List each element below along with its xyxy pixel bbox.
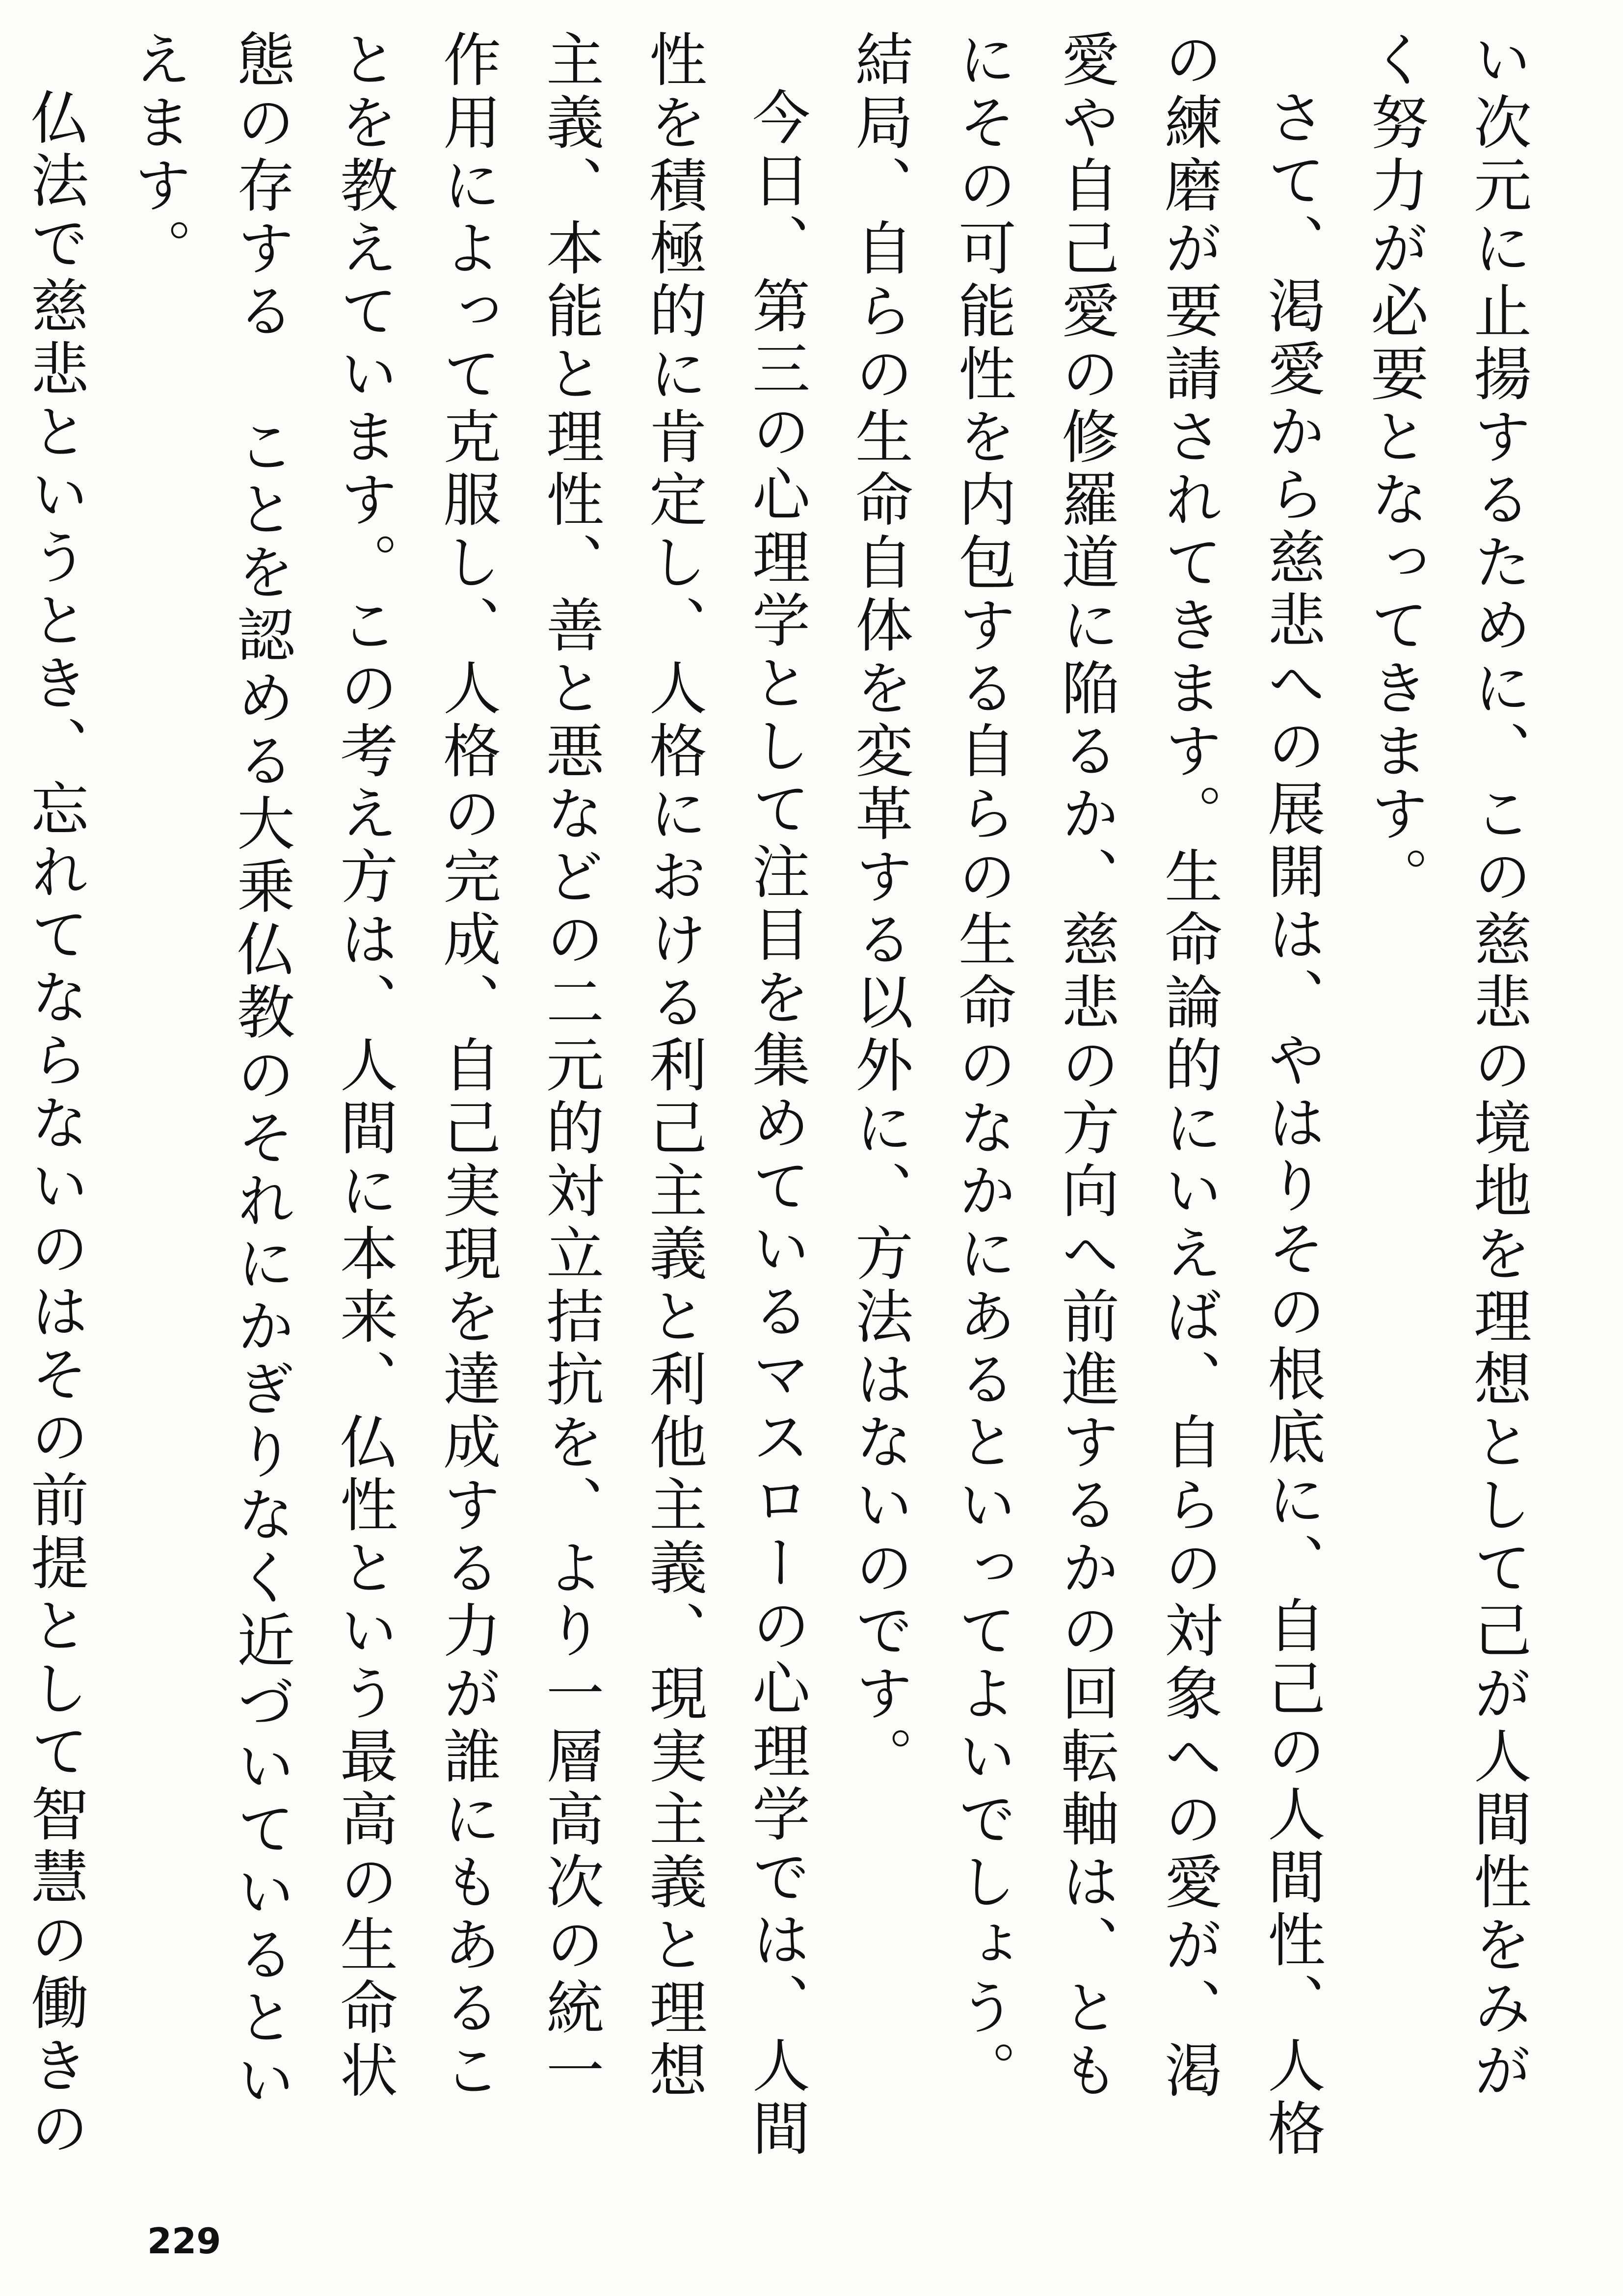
paragraph-1: い次元に止揚するために、この慈悲の境地を理想として己が人間性をみがく努力が必要となってきます。 — [1361, 29, 1532, 2103]
paragraph-4: 仏法で慈悲というとき、忘れてならないのはその前提として智慧の働きの — [21, 87, 89, 2161]
vertical-text-body — [21, 29, 1549, 2165]
paragraph-2: さて、渇愛から慈悲への展開は、やはりその根底に、自己の人間性、人格の練磨が要請されてきます。生命論的にいえば、自らの対象への愛が、渇愛や自己愛の修羅道に陥るか、慈悲の方向へ前進するかの回転軸は、ともにその可能性を内包する自らの生命のなかにあるといってよいでしょう。結局、自らの生命自体を変革する以外に、方法はないのです。 — [846, 29, 1326, 2161]
paragraph-3: 今日、第三の心理学として注目を集めているマスローの心理学では、人間性を積極的に肯定し、人格における利己主義と利他主義、現実主義と理想主義、本能と理性、善と悪などの二元的対立拮抗を、より一層高次の統一作用によって克服し、人格の完成、自己実現を達成する力が誰にもあることを教えています。この考え方は、人間に本来、仏性という最高の生命状態の存する ことを認める大乗仏教のそれにかぎりなく近づいているといえます。 — [124, 29, 810, 2161]
page-number: 229 — [147, 2220, 221, 2262]
